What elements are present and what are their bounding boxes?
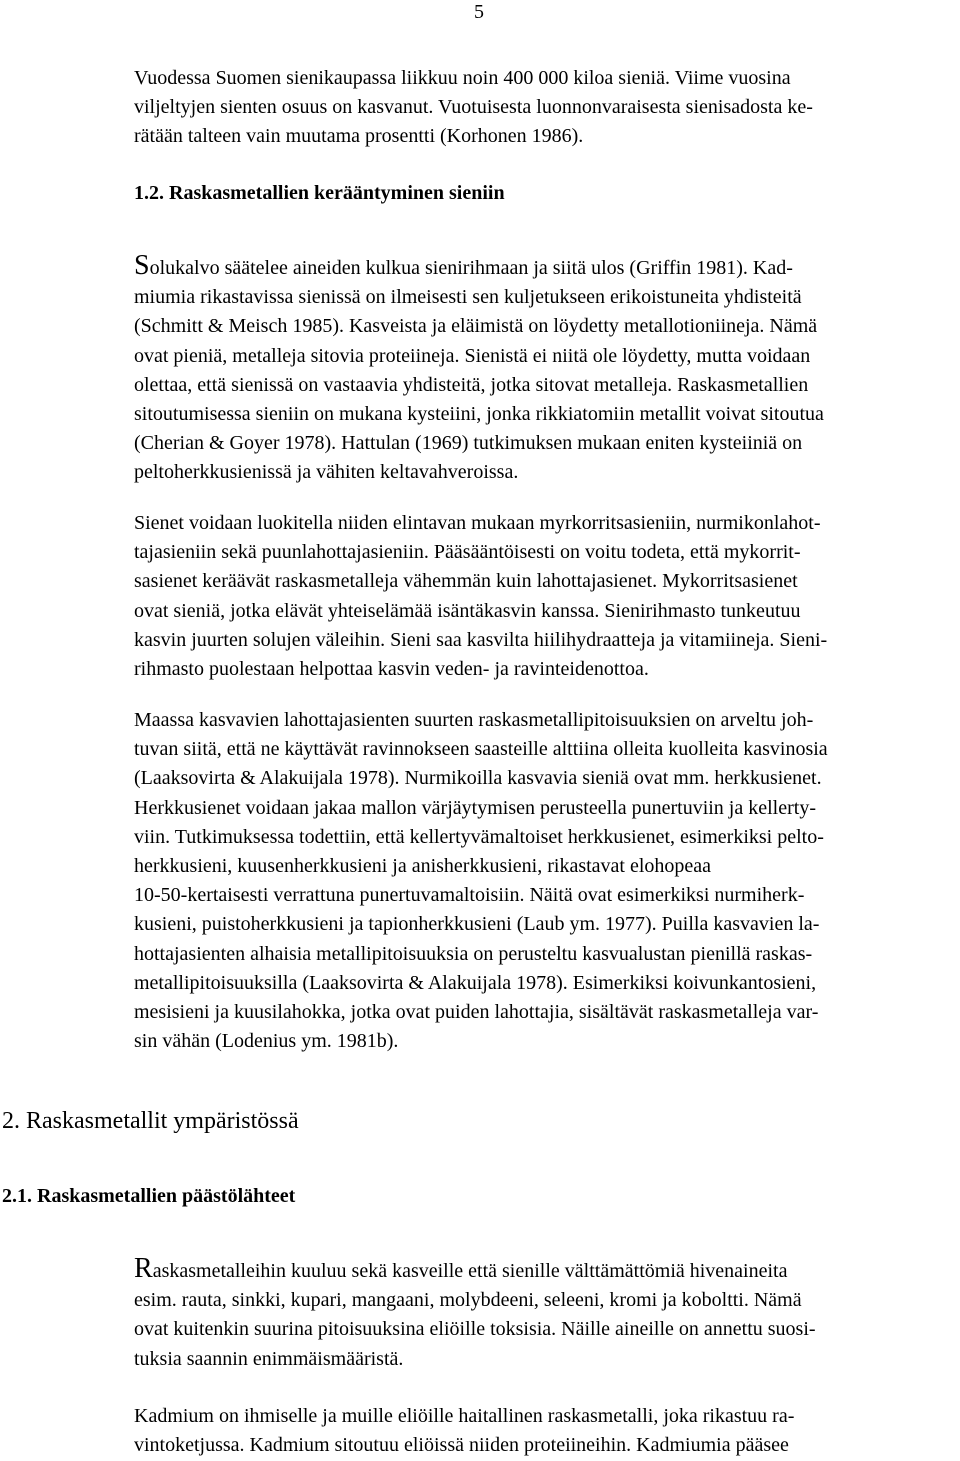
text-line: olettaa, että sienissä on vastaavia yhdisteitä, jotka sitovat metalleja. Raskasmetallien bbox=[134, 373, 809, 396]
paragraph-mushroom-classification bbox=[134, 509, 954, 684]
text-line: hottajasienten alhaisia metallipitoisuuksia on perusteltu kasvualustan pienillä raskas- bbox=[134, 942, 813, 965]
paragraph-cell-membrane bbox=[134, 250, 954, 488]
text-line: esim. rauta, sinkki, kupari, mangaani, molybdeeni, seleeni, kromi ja koboltti. Nämä bbox=[134, 1289, 802, 1312]
text-line: tajasieniin sekä puunlahottajasieniin. Pääsääntöisesti on voitu todeta, että mykorrit- bbox=[134, 541, 801, 564]
text-line: ovat sieniä, jotka elävät yhteiselämää isäntäkasvin kanssa. Sienirihmasto tunkeutuu bbox=[134, 599, 801, 622]
text-line: sin vähän (Lodenius ym. 1981b). bbox=[134, 1030, 399, 1053]
text-line-rest: askasmetalleihin kuuluu sekä kasveille että sienille välttämättömiä hivenaineita bbox=[152, 1260, 788, 1282]
text-line-rest: olukalvo säätelee aineiden kulkua sienirihmaan ja siitä ulos (Griffin 1981). Kad- bbox=[149, 257, 793, 279]
page-number: 5 bbox=[474, 1, 484, 23]
paragraph-cadmium bbox=[134, 1402, 954, 1460]
text-line: rihmasto puolestaan helpottaa kasvin veden- ja ravinteidenottoa. bbox=[134, 658, 649, 681]
text-line: mesisieni ja kuusilahokka, jotka ovat puiden lahottajia, sisältävät raskasmetalleja var- bbox=[134, 1001, 819, 1024]
dropcap-letter: S bbox=[134, 250, 150, 281]
text-line: kasvin juurten solujen väleihin. Sieni saa kasvilta hiilihydraatteja ja vitamiineja. Sieni- bbox=[134, 628, 828, 651]
text-line bbox=[134, 1253, 954, 1286]
text-line: viin. Tutkimuksessa todettiin, että kellertyvämaltoiset herkkusienet, esimerkiksi pelto- bbox=[134, 825, 824, 848]
chapter-heading-2: 2. Raskasmetallit ympäristössä bbox=[2, 1108, 299, 1134]
text-line: 10-50-kertaisesti verrattuna punertuvamaltoisiin. Näitä ovat esimerkiksi nurmiherk- bbox=[134, 884, 805, 907]
text-line: sitoutumisessa sieniin on mukana kysteiini, jonka rikkiatomiin metallit voivat sitoutua bbox=[134, 403, 824, 426]
text-line: viljeltyjen sienten osuus on kasvanut. Vuotuisesta luonnonvaraisesta sienisadosta ke- bbox=[134, 96, 813, 119]
text-line: herkkusieni, kuusenherkkusieni ja anisherkkusieni, rikastavat elohopeaa bbox=[134, 855, 712, 878]
text-line: tuvan siitä, että ne käyttävät ravinnokseen saasteille alttiina olleita kuolleita kasvinosia bbox=[134, 738, 828, 761]
text-line: Vuodessa Suomen sienikaupassa liikkuu noin 400 000 kiloa sieniä. Viime vuosina bbox=[134, 67, 791, 89]
text-line: miumia rikastavissa sienissä on ilmeisesti sen kuljetukseen erikoistuneita yhdisteitä bbox=[134, 286, 802, 309]
paragraph-decomposer-fungi bbox=[134, 706, 954, 1056]
paragraph-trace-elements bbox=[134, 1253, 954, 1374]
text-line: Maassa kasvavien lahottajasienten suurten raskasmetallipitoisuuksien on arveltu joh- bbox=[134, 709, 814, 731]
text-line: Sienet voidaan luokitella niiden elintavan mukaan myrkorritsasieniin, nurmikonlahot- bbox=[134, 512, 821, 534]
text-line: Kadmium on ihmiselle ja muille eliöille haitallinen raskasmetalli, joka rikastuu ra- bbox=[134, 1405, 795, 1427]
text-line: rätään talteen vain muutama prosentti (Korhonen 1986). bbox=[134, 125, 584, 148]
text-line: peltoherkkusienissä ja vähiten keltavahveroissa. bbox=[134, 461, 519, 484]
section-heading-1-2: 1.2. Raskasmetallien kerääntyminen sieniin bbox=[134, 182, 505, 204]
text-line: (Schmitt & Meisch 1985). Kasveista ja eläimistä on löydetty metallotioniineja. Nämä bbox=[134, 315, 818, 338]
text-line: kusieni, puistoherkkusieni ja tapionherkkusieni (Laub ym. 1977). Puilla kasvavien la- bbox=[134, 913, 820, 936]
text-line: (Cherian & Goyer 1978). Hattulan (1969) tutkimuksen mukaan eniten kysteiiniä on bbox=[134, 432, 803, 455]
text-line: metallipitoisuuksilla (Laaksovirta & Alakuijala 1978). Esimerkiksi koivunkantosieni, bbox=[134, 971, 817, 994]
text-line bbox=[134, 250, 954, 283]
text-line: tuksia saannin enimmäismääristä. bbox=[134, 1347, 404, 1370]
section-heading-2-1: 2.1. Raskasmetallien päästölähteet bbox=[2, 1185, 296, 1207]
text-line: sasienet keräävät raskasmetalleja vähemmän kuin lahottajasienet. Mykorritsasienet bbox=[134, 570, 798, 593]
text-line: ovat pieniä, metalleja sitovia proteiineja. Sienistä ei niitä ole löydetty, mutta voidaan bbox=[134, 344, 811, 367]
text-line: Herkkusienet voidaan jakaa mallon värjäytymisen perusteella punertuviin ja kellerty- bbox=[134, 796, 816, 819]
text-line: (Laaksovirta & Alakuijala 1978). Nurmikoilla kasvavia sieniä ovat mm. herkkusienet. bbox=[134, 767, 822, 790]
text-line: vintoketjussa. Kadmium sitoutuu eliöissä niiden proteiineihin. Kadmiumia pääsee bbox=[134, 1434, 789, 1457]
text-line: ovat kuitenkin suurina pitoisuuksina eliöille toksisia. Näille aineille on annettu suosi- bbox=[134, 1318, 816, 1341]
dropcap-letter: R bbox=[134, 1253, 153, 1284]
paragraph-mushroom-trade bbox=[134, 64, 954, 152]
